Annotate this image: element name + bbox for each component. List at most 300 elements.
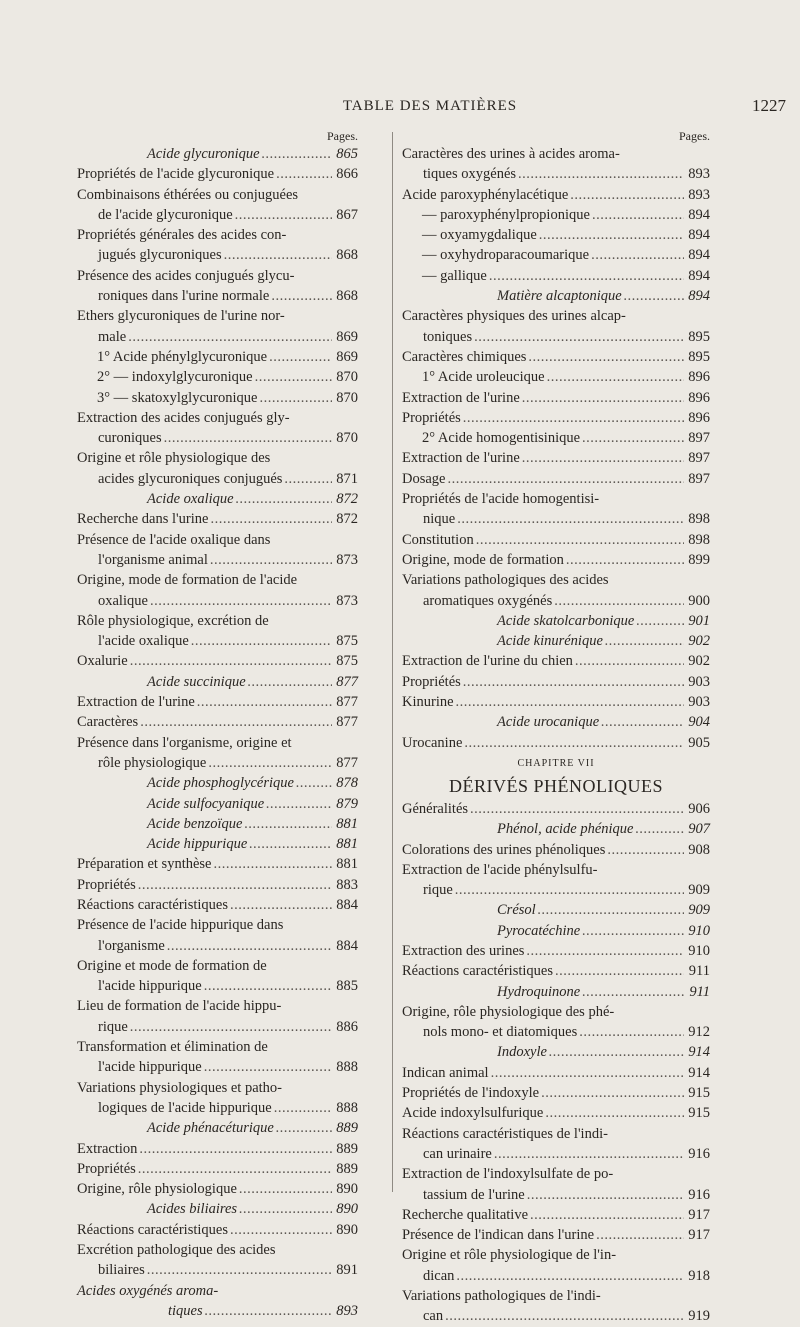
toc-entry (77, 448, 358, 489)
toc-entry-text: Extraction de l'urine (402, 450, 520, 467)
toc-entry (402, 428, 710, 448)
toc-entry-text: Acide phosphoglycérique (147, 775, 294, 792)
toc-entry (402, 347, 710, 367)
toc-entry (402, 1245, 710, 1286)
toc-entry (402, 1042, 710, 1062)
toc-entry (77, 692, 358, 712)
dot-leader (249, 834, 332, 854)
toc-page-number: 865 (336, 146, 358, 162)
dot-leader (204, 976, 332, 996)
toc-entry-text: Origine et rôle physiologique des (77, 450, 271, 467)
toc-entry (77, 1139, 358, 1159)
toc-entry-text: Extraction de l'indoxylsulfate de po- (402, 1166, 614, 1183)
toc-entry (402, 550, 710, 570)
toc-page-number: 903 (688, 694, 710, 711)
dot-leader (624, 286, 684, 306)
dot-leader (147, 1260, 332, 1280)
toc-page-number: 875 (336, 653, 358, 670)
toc-entry (77, 570, 358, 611)
toc-entry-text: rôle physiologique (98, 754, 207, 771)
dot-leader (266, 794, 332, 814)
toc-page-number: 896 (688, 369, 710, 386)
toc-entry-text: biliaires (98, 1262, 145, 1279)
dot-leader (636, 819, 685, 839)
toc-entry-text: Acides oxygénés aroma- (77, 1282, 219, 1299)
dot-leader (463, 672, 684, 692)
dot-leader (570, 185, 684, 205)
dot-leader (205, 1301, 332, 1321)
toc-entry (77, 834, 358, 854)
toc-entry-text: 2° Acide homogentisinique (422, 430, 581, 447)
dot-leader (262, 144, 332, 164)
toc-entry (402, 712, 710, 732)
toc-page-number: 906 (688, 800, 710, 817)
toc-page-number: 872 (336, 511, 358, 528)
dot-leader (448, 469, 685, 489)
toc-page-number: 914 (688, 1044, 710, 1061)
dot-leader (139, 1139, 332, 1159)
toc-entry (77, 144, 358, 164)
toc-entry-text: Acide oxalique (147, 491, 234, 508)
toc-page-number: 871 (336, 470, 358, 487)
toc-entry-text: l'acide oxalique (98, 633, 189, 650)
toc-page-number: 903 (688, 673, 710, 690)
toc-entry-text: Réactions caractéristiques (77, 1221, 228, 1238)
toc-entry-text: male (98, 328, 127, 345)
toc-entry (77, 1220, 358, 1240)
dot-leader (244, 814, 332, 834)
toc-entry (77, 185, 358, 226)
dot-leader (575, 651, 684, 671)
toc-entry-text: rique (98, 1018, 128, 1035)
toc-entry (402, 245, 710, 265)
dot-leader (605, 631, 684, 651)
toc-entry (402, 469, 710, 489)
dot-leader (150, 591, 332, 611)
toc-entry-text: — oxyhydroparacoumarique (422, 247, 590, 264)
toc-entry-text: Indoxyle (497, 1044, 547, 1061)
toc-entry (402, 1124, 710, 1165)
dot-leader (457, 509, 684, 529)
dot-leader (138, 875, 332, 895)
dot-leader (140, 712, 332, 732)
toc-entry-text: 2° — indoxylglycuronique (97, 369, 253, 386)
dot-leader (592, 205, 684, 225)
toc-entry-text: Origine, mode de formation de l'acide (77, 572, 298, 589)
toc-page-number: 905 (688, 734, 710, 751)
toc-entry (402, 266, 710, 286)
toc-page-number: 897 (688, 470, 710, 487)
toc-entry (402, 1063, 710, 1083)
toc-page-number: 870 (336, 369, 358, 386)
toc-entry-text: l'organisme (98, 937, 165, 954)
toc-entry-text: Présence de l'acide hippurique dans (77, 917, 284, 934)
toc-entry (77, 530, 358, 571)
toc-page-number: 875 (336, 633, 358, 650)
toc-entry-text: Extraction des acides conjugués gly- (77, 409, 290, 426)
dot-leader (276, 1118, 332, 1138)
dot-leader (271, 286, 332, 306)
running-title: TABLE DES MATIÈRES (342, 98, 518, 114)
toc-entry-text: 1° Acide phénylglycuronique (97, 348, 268, 365)
toc-entry-text: tiques (168, 1302, 203, 1319)
toc-entry-text: Extraction de l'urine (77, 694, 195, 711)
toc-entry (77, 1240, 358, 1281)
toc-entry (77, 895, 358, 915)
toc-page-number: 873 (336, 592, 358, 609)
toc-entry-text: dican (423, 1267, 455, 1284)
toc-entry (77, 875, 358, 895)
toc-entry (402, 819, 710, 839)
toc-entry-text: Extraction des urines (402, 942, 525, 959)
toc-entry (77, 956, 358, 997)
toc-entry-text: Propriétés de l'acide homogentisi- (402, 491, 600, 508)
toc-entry-text: Origine, mode de formation (402, 551, 564, 568)
dot-leader (555, 961, 684, 981)
dot-leader (549, 1042, 684, 1062)
toc-entry-text: Variations pathologiques de l'indi- (402, 1288, 601, 1305)
toc-entry-text: aromatiques oxygénés (423, 592, 553, 609)
toc-entry (402, 306, 710, 347)
toc-entry-text: l'acide hippurique (98, 978, 202, 995)
dot-leader (255, 367, 332, 387)
toc-page-number: 915 (688, 1085, 710, 1102)
toc-entry-text: can (423, 1308, 444, 1325)
toc-entry-text: Extraction de l'urine (402, 389, 520, 406)
dot-leader (130, 1017, 332, 1037)
toc-entry-text: jugués glycuroniques (98, 247, 222, 264)
toc-entry (77, 854, 358, 874)
toc-page-number: 902 (688, 653, 710, 670)
toc-entry-text: Acide sulfocyanique (147, 795, 265, 812)
toc-page-number: 870 (336, 389, 358, 406)
dot-leader (494, 1144, 684, 1164)
toc-entry (77, 225, 358, 266)
toc-entry (77, 672, 358, 692)
toc-entry-text: tiques oxygénés (423, 166, 517, 183)
dot-leader (235, 205, 332, 225)
toc-page-number: 910 (688, 922, 710, 939)
dot-leader (489, 266, 684, 286)
dot-leader (547, 367, 684, 387)
page-number: 1227 (752, 96, 786, 115)
toc-page-number: 891 (336, 1262, 358, 1279)
toc-page-number: 894 (688, 206, 710, 223)
dot-leader (554, 591, 684, 611)
toc-entry (77, 408, 358, 449)
dot-leader (445, 1306, 684, 1326)
toc-entry-text: l'acide hippurique (98, 1059, 202, 1076)
toc-entry-text: Réactions caractéristiques (402, 963, 553, 980)
toc-entry-text: Propriétés (77, 876, 136, 893)
toc-entry (402, 1225, 710, 1245)
toc-page-number: 867 (336, 206, 358, 223)
toc-entry (77, 1199, 358, 1219)
dot-leader (236, 489, 332, 509)
dot-leader (455, 880, 684, 900)
toc-entry-text: Acide glycuronique (147, 146, 260, 162)
toc-entry-text: Lieu de formation de l'acide hippu- (77, 998, 282, 1015)
toc-page-number: 896 (688, 409, 710, 426)
toc-entry-text: Propriétés (402, 409, 461, 426)
toc-page-number: 879 (336, 795, 358, 812)
dot-leader (239, 1179, 332, 1199)
toc-page-number: 897 (688, 430, 710, 447)
toc-entry-text: Acide skatolcarbonique (497, 612, 635, 629)
toc-page-number: 890 (336, 1201, 358, 1218)
toc-page-number: 877 (336, 754, 358, 771)
toc-page-number: 917 (688, 1206, 710, 1223)
toc-entry-text: acides glycuroniques conjugués (98, 470, 283, 487)
dot-leader (579, 1022, 684, 1042)
toc-entry-text: Acide succinique (147, 673, 246, 690)
toc-entry-text: Oxalurie (77, 653, 128, 670)
dot-leader (566, 550, 684, 570)
toc-entry (402, 367, 710, 387)
toc-page-number: 893 (336, 1302, 358, 1319)
dot-leader (636, 611, 684, 631)
toc-entry (402, 692, 710, 712)
toc-page-number: 917 (688, 1227, 710, 1244)
dot-leader (214, 854, 333, 874)
dot-leader (530, 1205, 684, 1225)
dot-leader (130, 651, 332, 671)
dot-leader (518, 164, 684, 184)
toc-page-number: 884 (336, 896, 358, 913)
dot-leader (284, 469, 332, 489)
toc-page-number: 899 (688, 551, 710, 568)
toc-entry (402, 185, 710, 205)
toc-entry-text: Kinurine (402, 694, 454, 711)
toc-page-number: 877 (336, 714, 358, 731)
toc-entry-text: l'organisme animal (98, 551, 208, 568)
toc-entry (77, 306, 358, 347)
toc-entry (77, 388, 358, 408)
toc-page-number: 881 (336, 836, 358, 853)
toc-entry-text: Caractères des urines à acides aroma- (402, 146, 620, 162)
left-column (77, 128, 358, 1321)
toc-entry (77, 164, 358, 184)
toc-page-number: 911 (689, 983, 710, 1000)
dot-leader (527, 1185, 684, 1205)
toc-page-number: 877 (336, 694, 358, 711)
toc-entry (402, 799, 710, 819)
dot-leader (230, 1220, 332, 1240)
toc-entry (77, 996, 358, 1037)
toc-entry (402, 388, 710, 408)
dot-leader (470, 799, 684, 819)
toc-entry-text: Constitution (402, 531, 474, 548)
toc-page-number: 868 (336, 288, 358, 305)
toc-entry-text: Origine et mode de formation de (77, 957, 267, 974)
toc-page-number: 894 (688, 247, 710, 264)
dot-leader (204, 1057, 332, 1077)
toc-page-number: 910 (688, 942, 710, 959)
toc-page-number: 878 (336, 775, 358, 792)
toc-page-number: 894 (688, 267, 710, 284)
toc-entry-text: Indican animal (402, 1064, 489, 1081)
toc-entry (77, 1179, 358, 1199)
dot-leader (197, 692, 332, 712)
toc-entry (402, 921, 710, 941)
toc-entry (77, 794, 358, 814)
dot-leader (191, 631, 332, 651)
toc-entry-text: roniques dans l'urine normale (98, 288, 270, 305)
dot-leader (582, 428, 684, 448)
toc-entry (77, 1281, 358, 1322)
toc-entry (402, 982, 710, 1002)
toc-entry-text: Hydroquinone (497, 983, 581, 1000)
toc-page-number: 869 (336, 328, 358, 345)
toc-entry (77, 347, 358, 367)
toc-entry-text: Caractères physiques des urines alcap- (402, 308, 626, 325)
dot-leader (456, 692, 684, 712)
dot-leader (491, 1063, 684, 1083)
toc-entry-text: Transformation et élimination de (77, 1039, 268, 1056)
toc-entry-text: Acide hippurique (147, 836, 248, 853)
toc-page-number: 902 (688, 633, 710, 650)
toc-entry-text: Propriétés de l'acide glycuronique (77, 166, 275, 183)
toc-entry-text: Acide benzoïque (147, 815, 243, 832)
toc-page-number: 918 (688, 1267, 710, 1284)
toc-entry (77, 509, 358, 529)
pages-label: Pages. (327, 129, 358, 143)
toc-page-number: 897 (688, 450, 710, 467)
toc-entry-text: nols mono- et diatomiques (423, 1024, 578, 1041)
toc-page-number: 894 (688, 288, 710, 305)
dot-leader (296, 773, 332, 793)
toc-entry (77, 651, 358, 671)
dot-leader (463, 408, 684, 428)
toc-page-number: 901 (688, 612, 710, 629)
toc-page-number: 872 (336, 491, 358, 508)
toc-entry-text: Propriétés (402, 673, 461, 690)
toc-entry-text: Extraction (77, 1140, 138, 1157)
dot-leader (601, 712, 684, 732)
toc-entry-text: Caractères chimiques (402, 348, 527, 365)
toc-page-number: 888 (336, 1059, 358, 1076)
toc-entry (402, 570, 710, 611)
toc-entry-text: Combinaisons éthérées ou conjuguées (77, 186, 299, 203)
toc-page-number: 895 (688, 328, 710, 345)
toc-entry-text: Recherche qualitative (402, 1206, 529, 1223)
toc-entry-text: Acide paroxyphénylacétique (402, 186, 569, 203)
dot-leader (596, 1225, 684, 1245)
toc-entry (77, 1078, 358, 1119)
pages-label: Pages. (679, 129, 710, 143)
dot-leader (582, 921, 684, 941)
dot-leader (128, 327, 332, 347)
toc-entry (402, 651, 710, 671)
toc-entry (77, 1159, 358, 1179)
toc-entry-text: Préparation et synthèse (77, 856, 212, 873)
toc-page-number: 907 (688, 821, 710, 838)
toc-page-number: 889 (336, 1120, 358, 1137)
toc-entry-text: Présence de l'acide oxalique dans (77, 531, 271, 548)
toc-entry (402, 840, 710, 860)
dot-leader (239, 1199, 332, 1219)
toc-page-number: 883 (336, 876, 358, 893)
toc-page-number: 893 (688, 166, 710, 183)
toc-entry-text: Variations physiologiques et patho- (77, 1079, 282, 1096)
toc-entry-text: — gallique (422, 267, 487, 284)
toc-page-number: 877 (336, 673, 358, 690)
toc-entry-text: Matière alcaptonique (497, 288, 622, 305)
dot-leader (526, 941, 684, 961)
toc-entry-text: Présence dans l'organisme, origine et (77, 734, 292, 751)
dot-leader (167, 936, 332, 956)
toc-entry (77, 1118, 358, 1138)
dot-leader (522, 388, 684, 408)
dot-leader (456, 1266, 684, 1286)
dot-leader (259, 388, 332, 408)
toc-entry-text: Généralités (402, 800, 469, 817)
toc-entry (402, 733, 710, 753)
toc-entry-text: Acide indoxylsulfurique (402, 1105, 544, 1122)
toc-page-number: 909 (688, 902, 710, 919)
toc-page-number: 890 (336, 1181, 358, 1198)
toc-entry (77, 489, 358, 509)
toc-page-number: 898 (688, 511, 710, 528)
toc-entry-text: logiques de l'acide hippurique (98, 1099, 272, 1116)
toc-entry-text: Réactions caractéristiques de l'indi- (402, 1125, 608, 1142)
dot-leader (274, 1098, 332, 1118)
toc-entry (77, 733, 358, 774)
toc-page-number: 888 (336, 1099, 358, 1116)
toc-entry (402, 489, 710, 530)
toc-entry-text: Urocanine (402, 734, 463, 751)
toc-entry-text: Pyrocatéchine (497, 922, 581, 939)
toc-entry (402, 530, 710, 550)
dot-leader (248, 672, 332, 692)
toc-entry-text: Acide urocanique (497, 714, 600, 731)
toc-page-number: 869 (336, 348, 358, 365)
toc-entry (402, 631, 710, 651)
toc-page-number: 889 (336, 1160, 358, 1177)
toc-page-number: 868 (336, 247, 358, 264)
toc-page-number: 900 (688, 592, 710, 609)
toc-entry-text: 3° — skatoxylglycuronique (97, 389, 258, 406)
toc-entry-text: Dosage (402, 470, 446, 487)
toc-page-number: 912 (688, 1024, 710, 1041)
toc-entry-text: Ethers glycuroniques de l'urine nor- (77, 308, 285, 325)
chapter-title: DÉRIVÉS PHÉNOLIQUES (449, 775, 663, 796)
toc-entry-text: curoniques (98, 430, 162, 447)
dot-leader (210, 509, 332, 529)
toc-entry (77, 611, 358, 652)
toc-entry (402, 672, 710, 692)
toc-entry-text: Origine et rôle physiologique de l'in- (402, 1247, 617, 1264)
toc-page-number: 908 (688, 841, 710, 858)
dot-leader (224, 245, 332, 265)
toc-entry-text: Propriétés générales des acides con- (77, 227, 287, 244)
running-header (74, 98, 786, 122)
dot-leader (164, 428, 332, 448)
toc-entry-text: Origine, rôle physiologique (77, 1181, 237, 1198)
dot-leader (269, 347, 332, 367)
toc-entry (77, 773, 358, 793)
toc-entry-text: Présence des acides conjugués glycu- (77, 267, 295, 284)
toc-entry (402, 286, 710, 306)
toc-page-number: 895 (688, 348, 710, 365)
toc-page-number: 885 (336, 978, 358, 995)
dot-leader (591, 245, 684, 265)
toc-entry (402, 1002, 710, 1043)
dot-leader (522, 448, 684, 468)
toc-entry (402, 961, 710, 981)
toc-entry-text: rique (423, 882, 453, 899)
toc-entry-text: Extraction de l'acide phénylsulfu- (402, 861, 598, 878)
